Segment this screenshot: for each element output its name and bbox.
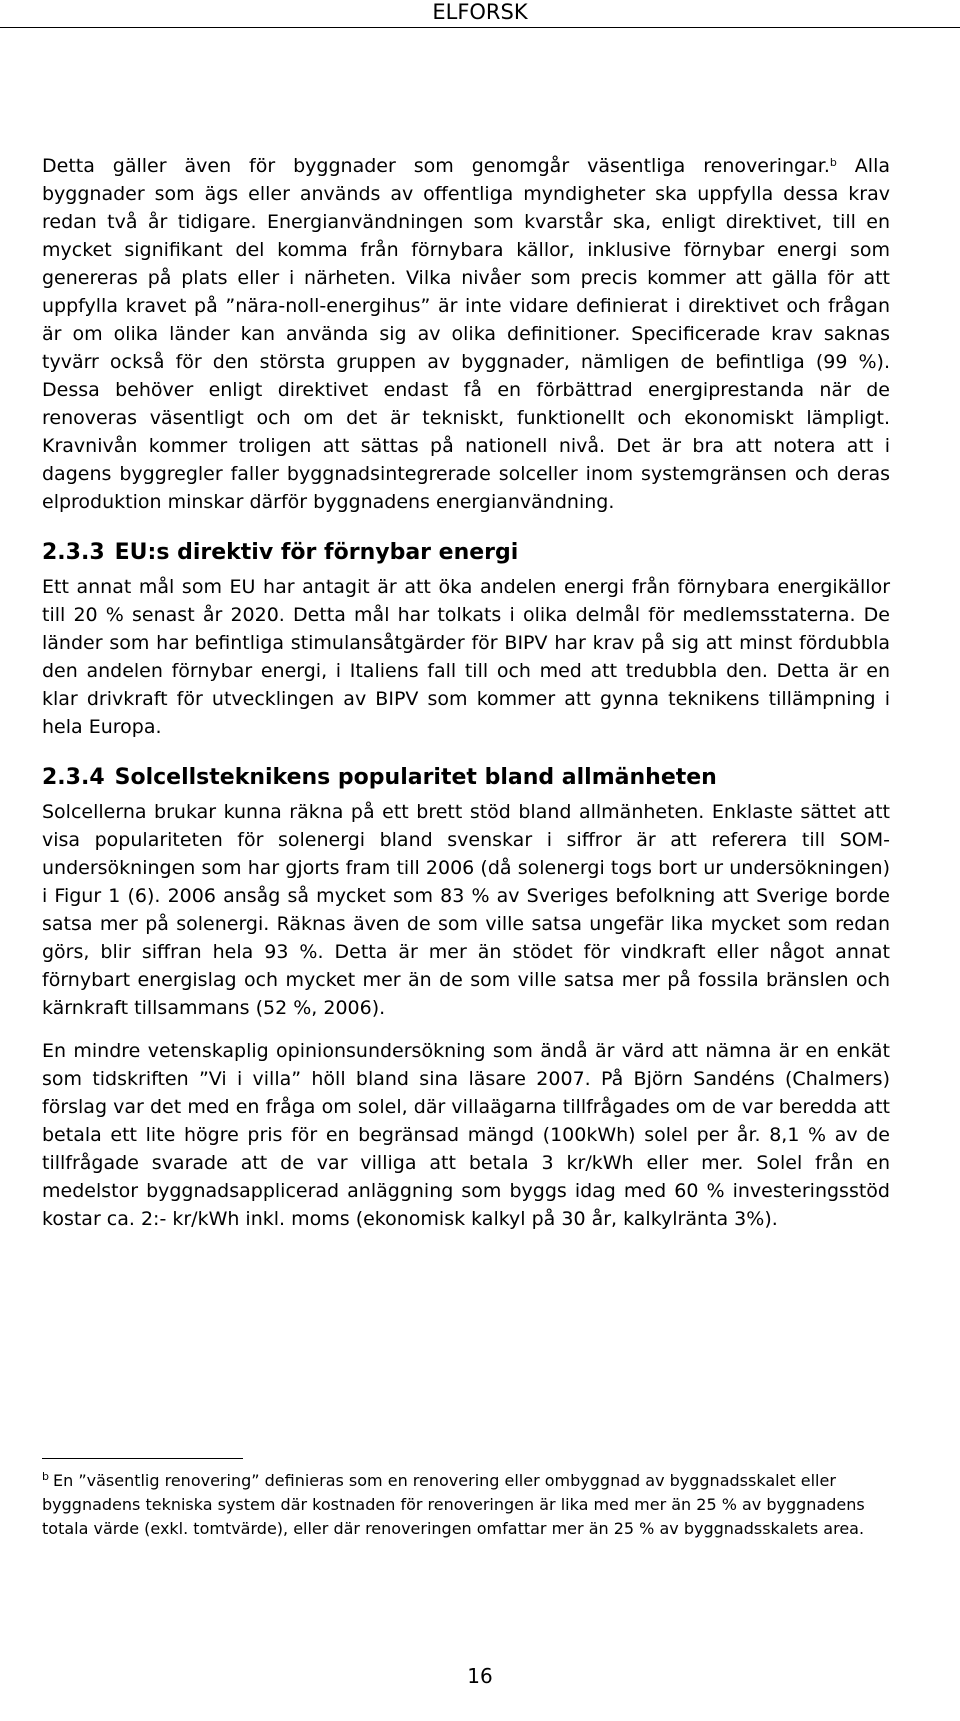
section-2-3-4-paragraph-1: Solcellerna brukar kunna räkna på ett brett stöd bland allmänheten. Enklaste sättet att visa populariteten för solenergi bland svenskar i siffror är att referera till SOM-undersökningen som har gjorts fram till 2006 (då solenergi togs bort ur undersökningen) i Figur 1 (6). 2006 ansåg så mycket som 83 % av Sveriges befolkning att Sverige borde satsa mer på solenergi. Räknas även de som ville satsa ungefär lika mycket som redan görs, blir siffran hela 93 %. Detta är mer än stödet för vindkraft eller något annat förnybart energislag och mycket mer än de som ville satsa mer på fossila bränslen och kärnkraft tillsammans (52 %, 2006). bbox=[42, 801, 890, 1019]
section-title: Solcellsteknikens popularitet bland allmänheten bbox=[114, 765, 717, 790]
footnote-separator bbox=[42, 1458, 243, 1459]
footnote-reference[interactable]: b bbox=[829, 156, 837, 169]
running-header: ELFORSK bbox=[432, 0, 528, 24]
intro-paragraph bbox=[42, 152, 890, 516]
intro-text-part2: Alla byggnader som ägs eller används av offentliga myndigheter ska uppfylla dessa krav redan två år tidigare. Energianvändningen som kvarstår ska, enligt direktivet, till en mycket signifikant del komma från förnybara källor, inklusive förnybar energi som genereras på plats eller i närheten. Vilka nivåer som precis kommer att gälla för att uppfylla kravet på ”nära-noll-energihus” är inte vidare definierat i direktivet och frågan är om olika länder kan använda sig av olika definitioner. Specificerade krav saknas tyvärr också för den största gruppen av byggnader, nämligen de befintliga (99 %). Dessa behöver enligt direktivet endast få en förbättrad energiprestanda när de renoveras väsentligt och om det är tekniskt, funktionellt och ekonomiskt lämpligt. Kravnivån kommer troligen att sättas på nationell nivå. Det är bra att notera att i dagens byggregler faller byggnadsintegrerade solceller inom systemgränsen och deras elproduktion minskar därför byggnadens energianvändning. bbox=[42, 155, 890, 513]
section-2-3-3 bbox=[42, 539, 890, 741]
section-2-3-4-paragraph-2: En mindre vetenskaplig opinionsundersökning som ändå är värd att nämna är en enkät som tidskriften ”Vi i villa” höll bland sina läsare 2007. På Björn Sandéns (Chalmers) förslag var det med en fråga om solel, där villaägarna tillfrågades om de var beredda att betala ett lite högre pris för en begränsad mängd (100kWh) solel per år. 8,1 % av de tillfrågade svarade att de var villiga att betala 3 kr/kWh eller mer. Solel från en medelstor byggnadsapplicerad anläggning som byggs idag med 60 % investeringsstöd kostar ca. 2:- kr/kWh inkl. moms (ekonomisk kalkyl på 30 år, kalkylränta 3%). bbox=[42, 1040, 890, 1230]
intro-paragraph-block bbox=[42, 152, 890, 516]
section-heading-2-3-4 bbox=[42, 764, 890, 792]
section-2-3-4 bbox=[42, 764, 890, 1233]
intro-text-part1: Detta gäller även för byggnader som genomgår väsentliga renoveringar. bbox=[42, 155, 830, 177]
section-title: EU:s direktiv för förnybar energi bbox=[114, 540, 519, 565]
page-number: 16 bbox=[467, 1664, 493, 1688]
section-number: 2.3.3 bbox=[42, 540, 105, 565]
footnote-text: En ”väsentlig renovering” definieras som en renovering eller ombyggnad av byggnadsskalet eller byggnadens tekniska system där kostnaden för renoveringen är lika med mer än 25 % av byggnadens totala värde (exkl. tomtvärde), eller där renoveringen omfattar mer än 25 % av byggnadsskalets area. bbox=[42, 1471, 865, 1538]
section-number: 2.3.4 bbox=[42, 765, 105, 790]
section-2-3-3-paragraph: Ett annat mål som EU har antagit är att öka andelen energi från förnybara energikällor till 20 % senast år 2020. Detta mål har tolkats i olika delmål för medlemsstaterna. De länder som har befintliga stimulansåtgärder för BIPV har krav på sig att minst fördubbla den andelen förnybar energi, i Italiens fall till och med att tredubbla den. Detta är en klar drivkraft för utvecklingen av BIPV som kommer att gynna teknikens tillämpning i hela Europa. bbox=[42, 576, 890, 738]
header-rule bbox=[0, 27, 960, 28]
section-heading-2-3-3 bbox=[42, 539, 890, 567]
footnote-mark: b bbox=[42, 1470, 49, 1483]
footnote bbox=[42, 1469, 890, 1541]
